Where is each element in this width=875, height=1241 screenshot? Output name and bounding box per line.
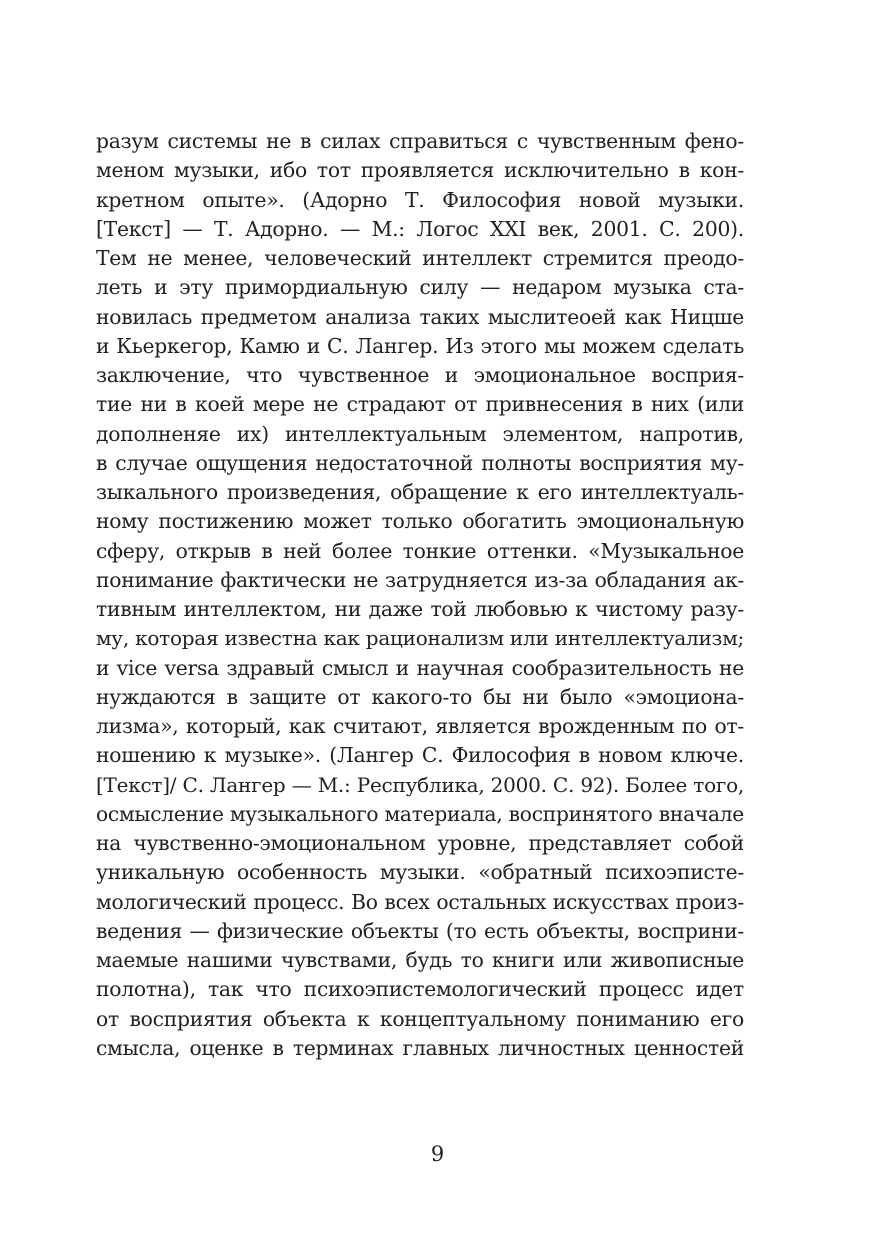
text-line: от восприятия объекта к концептуальному пониманию его — [96, 1006, 744, 1031]
text-line: мологический процесс. Во всех остальных искусствах произ- — [96, 889, 744, 914]
text-line: в случае ощущения недостаточной полноты восприятия му- — [96, 450, 744, 475]
text-line: понимание фактически не затрудняется из-за обладания ак- — [96, 567, 744, 592]
text-line: ному постижению может только обогатить эмоциональную — [96, 509, 744, 534]
text-line: тие ни в коей мере не страдают от привнесения в них (или — [96, 392, 744, 417]
text-line: осмысление музыкального материала, воспринятого вначале — [96, 801, 744, 826]
text-line: кретном опыте». (Адорно Т. Философия новой музыки. — [96, 187, 744, 212]
page-number: 9 — [430, 1142, 445, 1166]
body-text — [96, 127, 744, 1063]
text-line: дополненяе их) интеллектуальным элементом, напротив, — [96, 421, 744, 446]
text-line: маемые нашими чувствами, будь то книги или живописные — [96, 948, 744, 972]
text-line: ношению к музыке». (Лангер С. Философия в новом ключе. — [96, 743, 744, 768]
text-line: и Кьеркегор, Камю и С. Лангер. Из этого мы можем сделать — [96, 333, 744, 358]
text-line: на чувственно-эмоциональном уровне, представляет собой — [96, 831, 744, 855]
text-line: уникальную особенность музыки. «обратный психоэписте- — [96, 860, 744, 885]
text-line: новилась предметом анализа таких мыслитеоей как Ницше — [96, 304, 744, 329]
text-line: му, которая известна как рационализм или интеллектуализм; — [96, 626, 744, 651]
text-line: тивным интеллектом, ни даже той любовью к чистому разу- — [96, 597, 744, 621]
text-line: заключение, что чувственное и эмоциональное восприя- — [96, 363, 744, 387]
text-line: и vice versa здравый смысл и научная сообразительность не — [96, 655, 744, 680]
text-line: леть и эту примордиальную силу — недаром музыка ста- — [96, 275, 744, 300]
text-line: ведения — физические объекты (то есть объекты, восприни- — [96, 918, 744, 943]
text-line: сферу, открыв в ней более тонкие оттенки. «Музыкальное — [96, 538, 744, 563]
text-line: меном музыки, ибо тот проявляется исключительно в кон- — [96, 158, 744, 183]
text-line: лизма», который, как считают, является врожденным по от- — [96, 714, 744, 738]
text-line: [Текст]/ С. Лангер — М.: Республика, 2000. С. 92). Более того, — [96, 772, 744, 797]
text-line: полотна), так что психоэпистемологический процесс идет — [96, 977, 744, 1002]
text-line: зыкального произведения, обращение к его интеллектуаль- — [96, 480, 744, 504]
text-line: Тем не менее, человеческий интеллект стремится преодо- — [96, 246, 744, 270]
text-line: разум системы не в силах справиться с чувственным фено- — [96, 129, 744, 153]
text-line: нуждаются в защите от какого-то бы ни было «эмоциона- — [96, 684, 744, 709]
text-line: [Текст] — Т. Адорно. — М.: Логос XXI век, 2001. С. 200). — [96, 216, 744, 241]
text-line: смысла, оценке в терминах главных личностных ценностей — [96, 1035, 744, 1060]
